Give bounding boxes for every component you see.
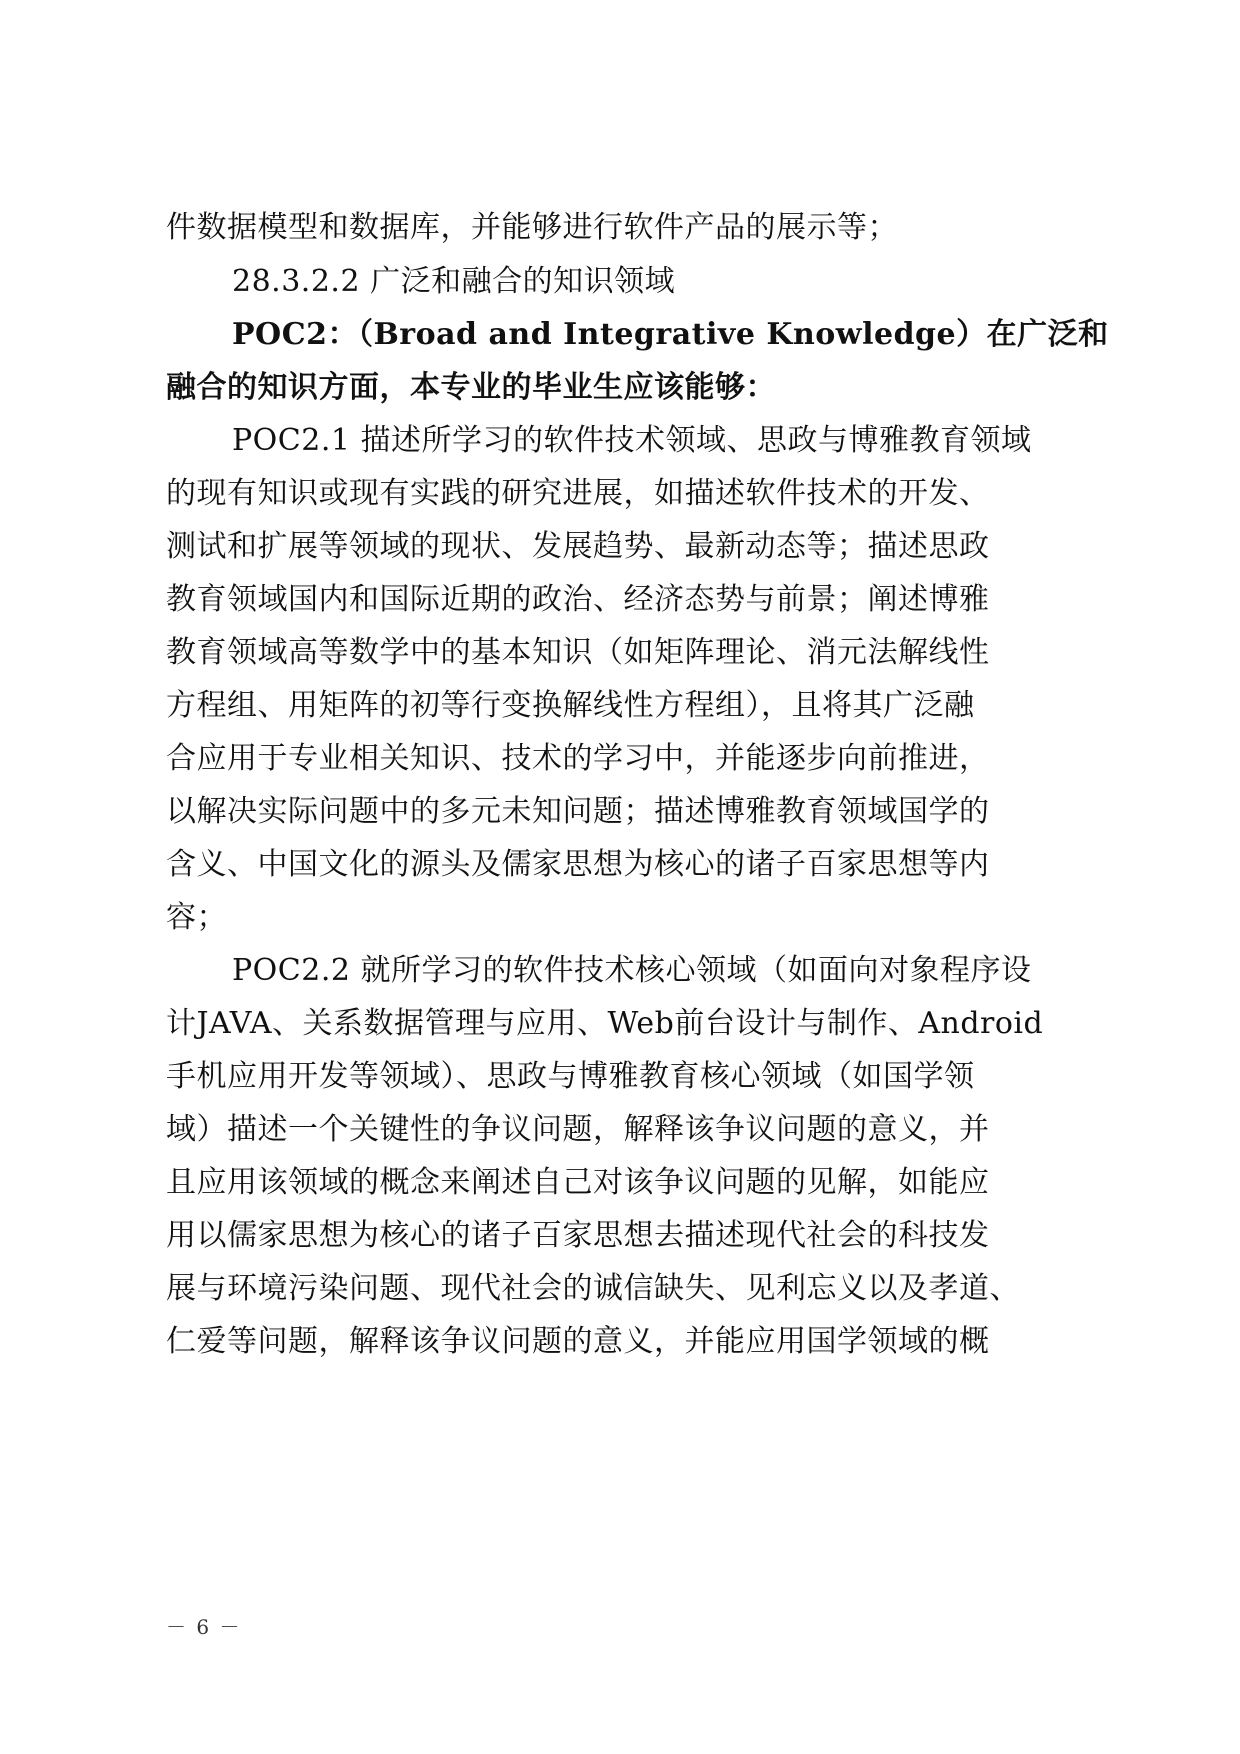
- poc2-1-line-7: 合应用于专业相关知识、技术的学习中，并能逐步向前推进，: [166, 741, 990, 776]
- section-heading: 28.3.2.2 广泛和融合的知识领域: [232, 264, 676, 299]
- body-line-continuation: 件数据模型和数据库，并能够进行软件产品的展示等；: [166, 210, 898, 245]
- poc2-1-line-5: 教育领域高等数学中的基本知识（如矩阵理论、消元法解线性: [166, 635, 990, 670]
- poc2-1-line-9: 含义、中国文化的源头及儒家思想为核心的诸子百家思想等内: [166, 847, 990, 882]
- poc2-2-line-3: 手机应用开发等领域）、思政与博雅教育核心领域（如国学领: [166, 1059, 975, 1094]
- poc2-2-line-1: POC2.2 就所学习的软件技术核心领域（如面向对象程序设: [232, 953, 1032, 988]
- poc2-1-line-3: 测试和扩展等领域的现状、发展趋势、最新动态等；描述思政: [166, 529, 990, 564]
- poc2-heading-line-1: POC2：（Broad and Integrative Knowledge）在广泛和: [232, 317, 1109, 352]
- poc2-2-line-7: 展与环境污染问题、现代社会的诚信缺失、见利忘义以及孝道、: [166, 1271, 1020, 1306]
- poc2-1-line-8: 以解决实际问题中的多元未知问题；描述博雅教育领域国学的: [166, 794, 990, 829]
- poc2-1-line-10: 容；: [166, 900, 227, 935]
- poc2-heading-line-2: 融合的知识方面，本专业的毕业生应该能够：: [166, 370, 776, 405]
- poc2-2-line-5: 且应用该领域的概念来阐述自己对该争议问题的见解，如能应: [166, 1165, 990, 1200]
- poc2-1-line-1: POC2.1 描述所学习的软件技术领域、思政与博雅教育领域: [232, 423, 1032, 458]
- page-number: － 6 －: [166, 1615, 242, 1639]
- poc2-1-line-4: 教育领域国内和国际近期的政治、经济态势与前景；阐述博雅: [166, 582, 990, 617]
- poc2-2-line-2: 计JAVA、关系数据管理与应用、Web前台设计与制作、Android: [166, 1006, 1044, 1041]
- poc2-1-line-2: 的现有知识或现有实践的研究进展，如描述软件技术的开发、: [166, 476, 990, 511]
- poc2-1-line-6: 方程组、用矩阵的初等行变换解线性方程组），且将其广泛融: [166, 688, 975, 723]
- poc2-2-line-4: 域）描述一个关键性的争议问题，解释该争议问题的意义，并: [166, 1112, 990, 1147]
- poc2-2-line-8: 仁爱等问题，解释该争议问题的意义，并能应用国学领域的概: [166, 1324, 990, 1359]
- poc2-2-line-6: 用以儒家思想为核心的诸子百家思想去描述现代社会的科技发: [166, 1218, 990, 1253]
